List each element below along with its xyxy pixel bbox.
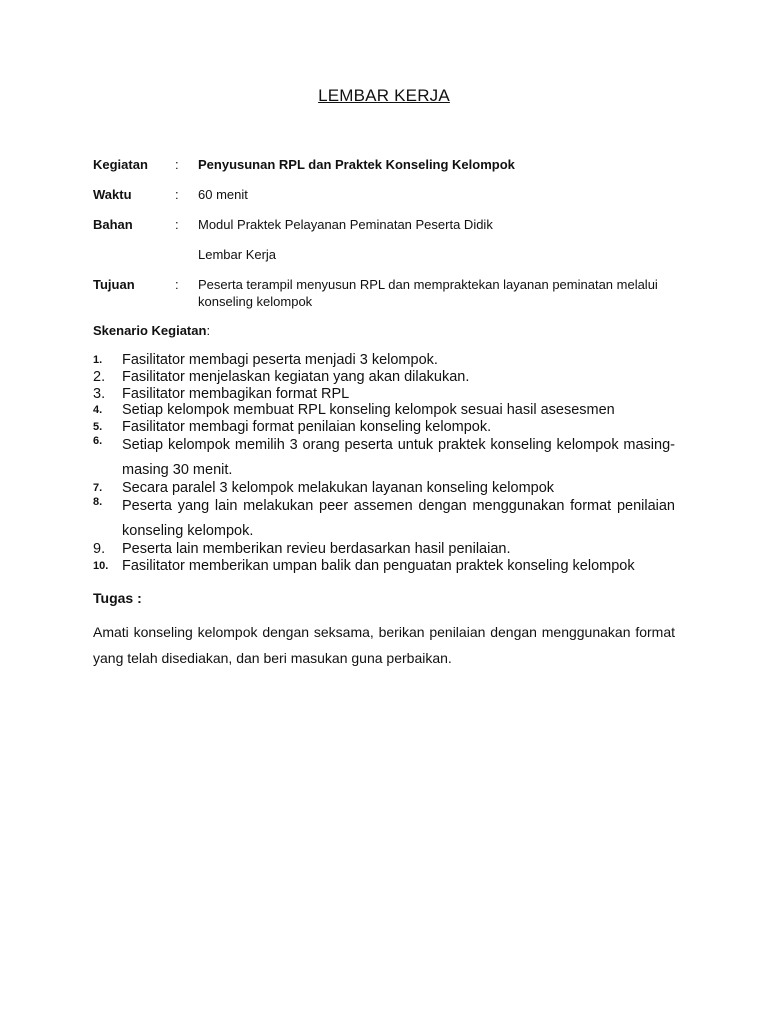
step-text: Fasilitator membagi peserta menjadi 3 kelompok. bbox=[122, 352, 438, 368]
field-value: 60 menit bbox=[198, 187, 248, 202]
list-item bbox=[93, 369, 675, 386]
step-text: Setiap kelompok memilih 3 orang peserta untuk praktek konseling kelompok masing-masing 30 menit. bbox=[122, 436, 675, 478]
field-colon: : bbox=[175, 217, 179, 232]
field-label: Bahan bbox=[93, 217, 133, 232]
step-text: Fasilitator memberikan umpan balik dan penguatan praktek konseling kelompok bbox=[122, 557, 635, 574]
field-colon: : bbox=[175, 277, 179, 292]
tugas-heading: Tugas : bbox=[93, 590, 142, 606]
tugas-paragraph: Amati konseling kelompok dengan seksama, berikan penilaian dengan menggunakan format yang telah disediakan, dan beri masukan guna perbaikan. bbox=[93, 624, 675, 666]
step-text: Fasilitator membagikan format RPL bbox=[122, 385, 350, 402]
step-number: 3. bbox=[93, 385, 106, 402]
step-number: 5. bbox=[93, 421, 103, 434]
field-value: Penyusunan RPL dan Praktek Konseling Kelompok bbox=[198, 157, 515, 172]
step-number: 6. bbox=[93, 434, 103, 447]
skenario-heading bbox=[93, 323, 210, 338]
field-value: Lembar Kerja bbox=[198, 247, 277, 262]
skenario-steps-list bbox=[93, 352, 675, 574]
list-item bbox=[93, 352, 675, 369]
step-number: 9. bbox=[93, 540, 106, 557]
step-number: 8. bbox=[93, 495, 103, 508]
step-text: Fasilitator membagi format penilaian konseling kelompok. bbox=[122, 419, 492, 436]
step-text: Setiap kelompok membuat RPL konseling kelompok sesuai hasil asesesmen bbox=[122, 402, 615, 419]
step-number: 1. bbox=[93, 354, 103, 366]
document-title: LEMBAR KERJA bbox=[318, 86, 450, 105]
step-number: 4. bbox=[93, 404, 103, 417]
field-label: Kegiatan bbox=[93, 157, 148, 172]
list-item bbox=[93, 558, 675, 575]
skenario-heading-colon: : bbox=[206, 323, 211, 338]
step-text: Fasilitator menjelaskan kegiatan yang akan dilakukan. bbox=[122, 368, 470, 385]
field-label: Waktu bbox=[93, 187, 132, 202]
step-number: 2. bbox=[93, 368, 106, 385]
list-item bbox=[93, 386, 675, 403]
field-value: Peserta terampil menyusun RPL dan mempraktekan layanan peminatan melalui konseling kelompok bbox=[198, 277, 658, 309]
step-number: 7. bbox=[93, 481, 103, 494]
step-text: Secara paralel 3 kelompok melakukan layanan konseling kelompok bbox=[122, 479, 555, 496]
step-text: Peserta lain memberikan revieu berdasarkan hasil penilaian. bbox=[122, 540, 511, 557]
field-colon: : bbox=[175, 157, 179, 172]
list-item bbox=[93, 433, 675, 483]
list-item bbox=[93, 541, 675, 558]
list-item bbox=[93, 402, 675, 419]
step-number: 10. bbox=[93, 559, 109, 572]
field-value: Modul Praktek Pelayanan Peminatan Peserta Didik bbox=[198, 217, 493, 232]
field-label: Tujuan bbox=[93, 277, 135, 292]
skenario-heading-text: Skenario Kegiatan bbox=[93, 323, 207, 338]
list-item bbox=[93, 494, 675, 544]
field-colon: : bbox=[175, 187, 179, 202]
step-text: Peserta yang lain melakukan peer assemen dengan menggunakan format penilaian konseling kelompok. bbox=[122, 497, 675, 539]
